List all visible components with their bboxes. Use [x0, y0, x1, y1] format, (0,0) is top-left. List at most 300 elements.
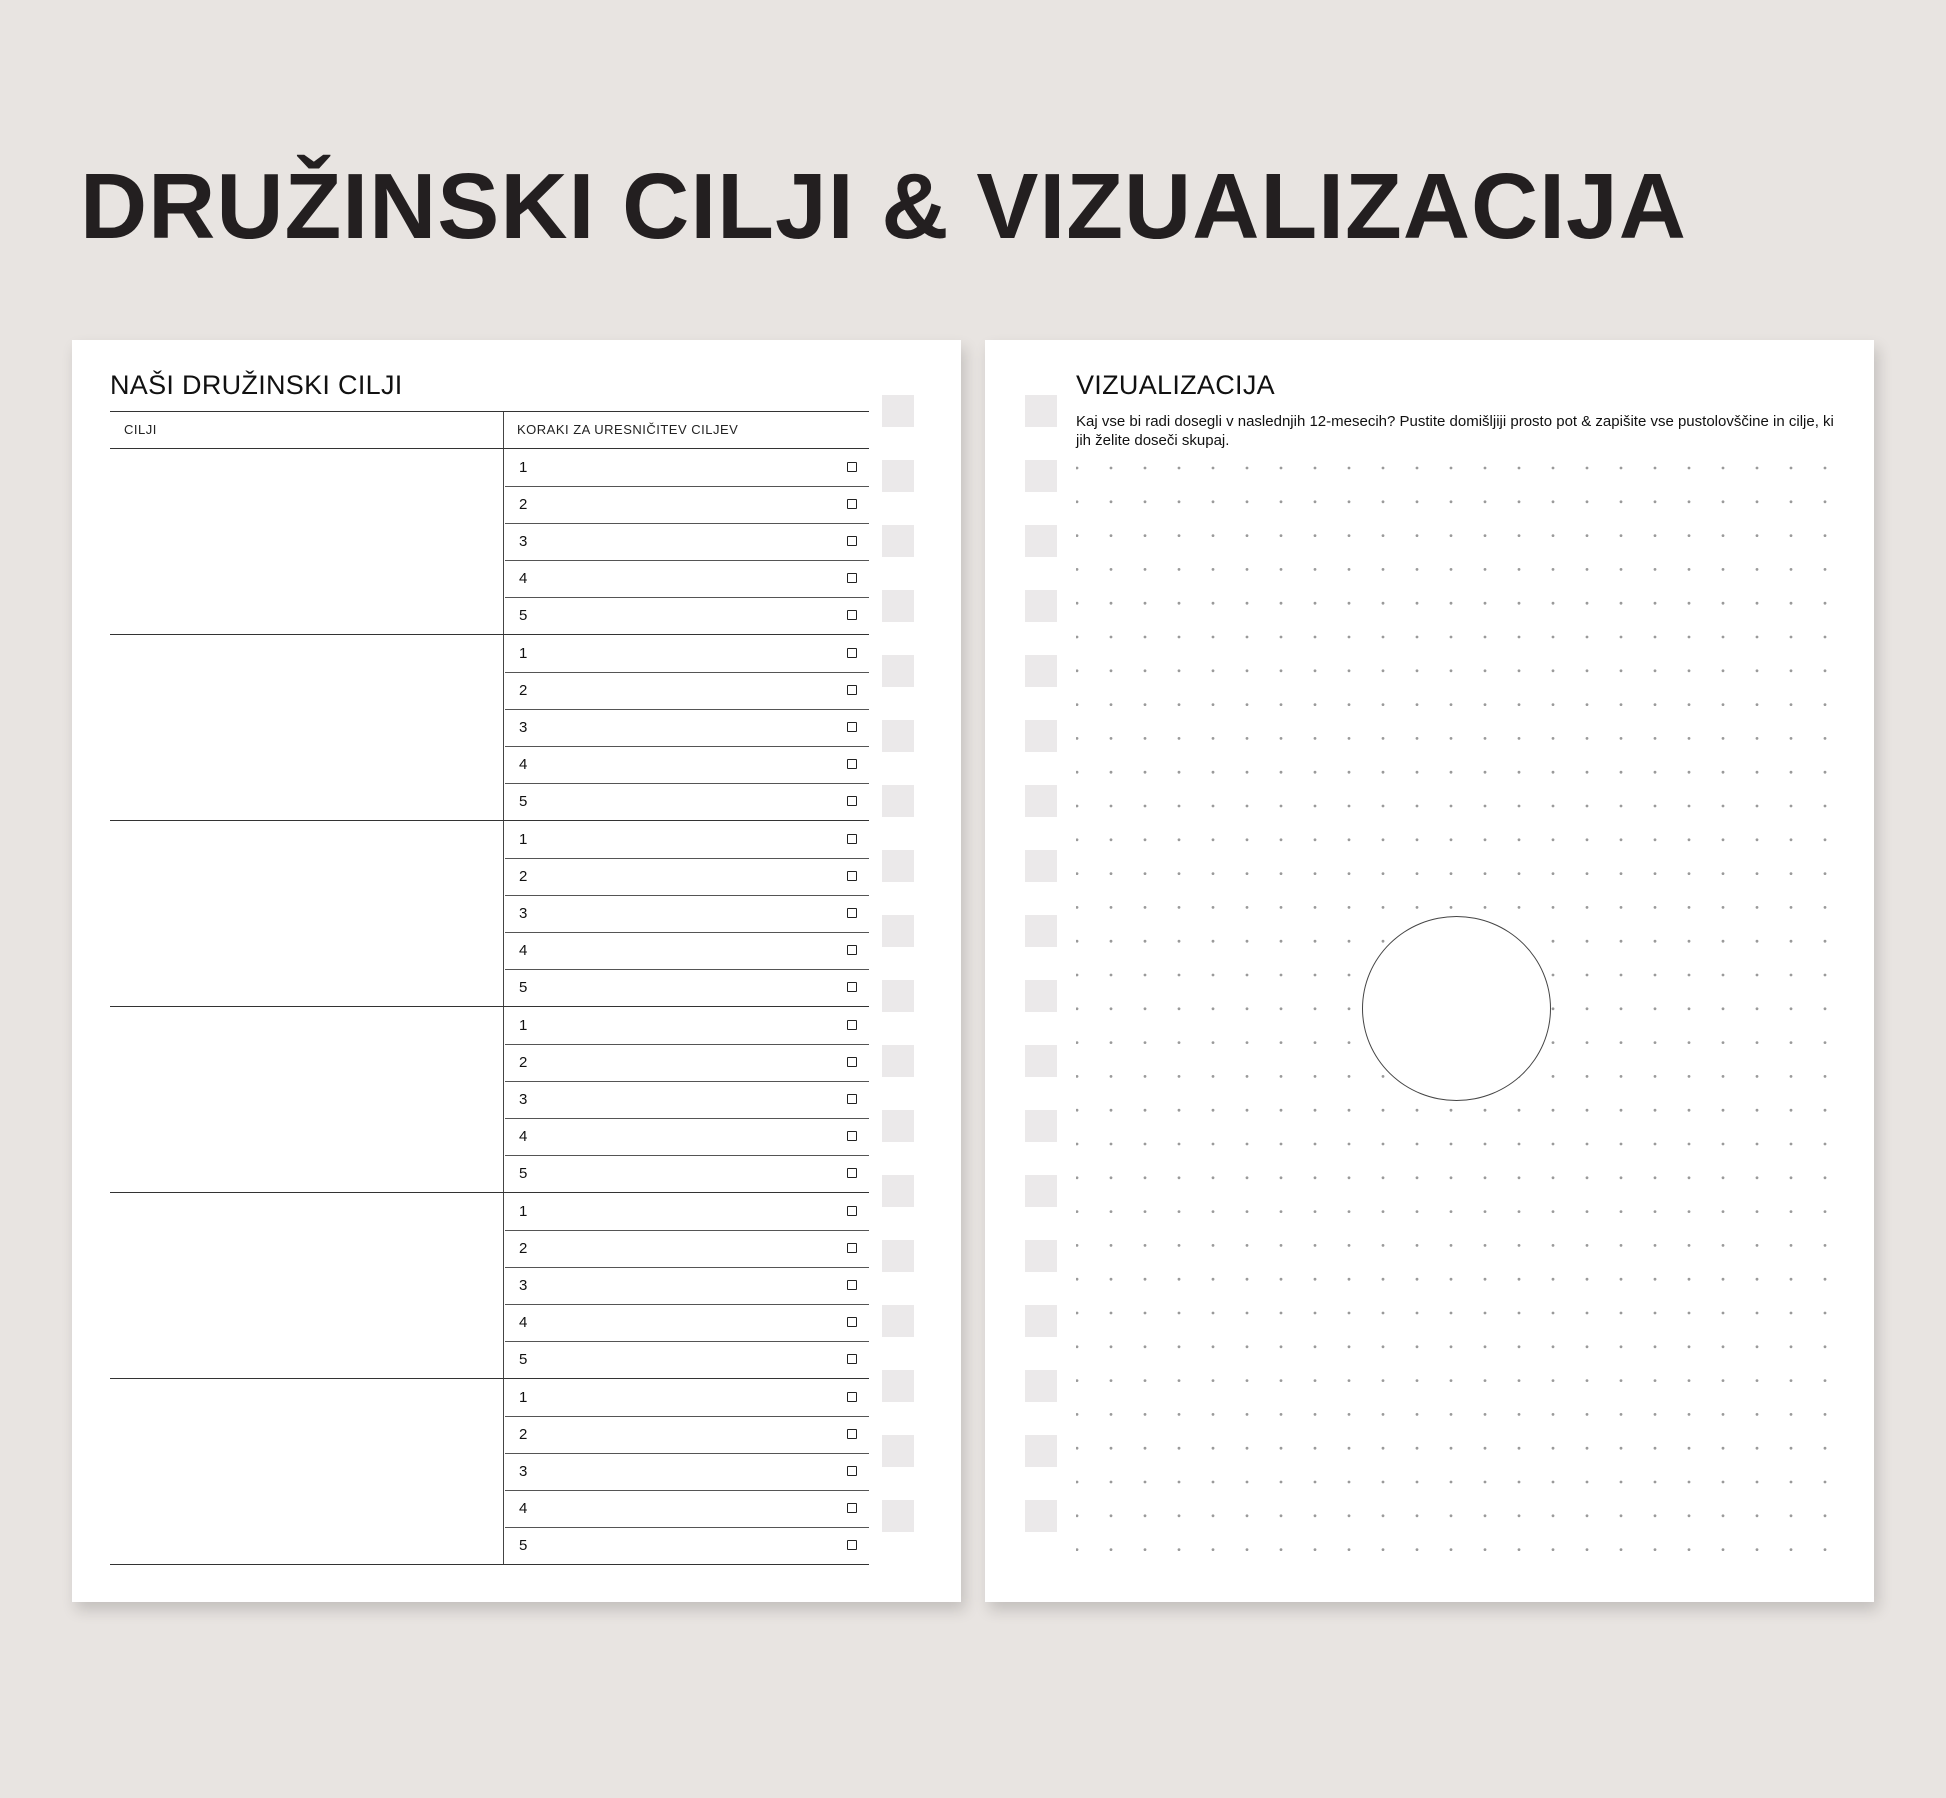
- grid-dot: [1246, 703, 1249, 706]
- step-row: [505, 1416, 869, 1454]
- grid-dot: [1246, 1143, 1249, 1146]
- grid-dot: [1178, 872, 1181, 875]
- grid-dot: [1824, 500, 1827, 503]
- grid-dot: [1348, 1379, 1351, 1382]
- grid-dot: [1246, 568, 1249, 571]
- grid-dot: [1586, 1143, 1589, 1146]
- grid-dot: [1076, 602, 1078, 605]
- grid-dot: [1756, 602, 1759, 605]
- grid-dot: [1348, 1312, 1351, 1315]
- grid-dot: [1518, 500, 1521, 503]
- grid-dot: [1790, 602, 1793, 605]
- page-tab[interactable]: [1025, 1500, 1057, 1532]
- grid-dot: [1314, 602, 1317, 605]
- page-tab[interactable]: [1025, 980, 1057, 1012]
- grid-dot: [1178, 1041, 1181, 1044]
- step-checkbox[interactable]: [847, 871, 857, 881]
- grid-dot: [1790, 906, 1793, 909]
- grid-dot: [1518, 1143, 1521, 1146]
- page-tab[interactable]: [882, 655, 914, 687]
- grid-dot: [1620, 1278, 1623, 1281]
- page-tab[interactable]: [1025, 395, 1057, 427]
- grid-dot: [1620, 467, 1623, 470]
- grid-dot: [1348, 838, 1351, 841]
- grid-dot: [1756, 703, 1759, 706]
- grid-dot: [1348, 568, 1351, 571]
- grid-dot: [1484, 703, 1487, 706]
- step-checkbox[interactable]: [847, 982, 857, 992]
- grid-dot: [1144, 1447, 1147, 1450]
- grid-dot: [1178, 906, 1181, 909]
- grid-dot: [1518, 1413, 1521, 1416]
- grid-dot: [1824, 636, 1827, 639]
- grid-dot: [1416, 1143, 1419, 1146]
- page-tab[interactable]: [1025, 1045, 1057, 1077]
- grid-dot: [1450, 1109, 1453, 1112]
- page-tab[interactable]: [1025, 915, 1057, 947]
- grid-dot: [1280, 1312, 1283, 1315]
- grid-dot: [1654, 1481, 1657, 1484]
- step-checkbox[interactable]: [847, 759, 857, 769]
- grid-dot: [1790, 568, 1793, 571]
- grid-dot: [1756, 1413, 1759, 1416]
- grid-dot: [1076, 1548, 1078, 1551]
- grid-dot: [1144, 771, 1147, 774]
- grid-dot: [1654, 1244, 1657, 1247]
- page-tab[interactable]: [1025, 720, 1057, 752]
- grid-dot: [1110, 737, 1113, 740]
- grid-dot: [1552, 1041, 1555, 1044]
- grid-dot: [1756, 1548, 1759, 1551]
- page-tab[interactable]: [882, 460, 914, 492]
- grid-dot: [1382, 906, 1385, 909]
- grid-dot: [1722, 771, 1725, 774]
- grid-dot: [1110, 1447, 1113, 1450]
- step-number: 3: [519, 533, 528, 550]
- grid-dot: [1144, 1210, 1147, 1213]
- grid-dot: [1518, 1345, 1521, 1348]
- page-tab[interactable]: [882, 1240, 914, 1272]
- step-checkbox[interactable]: [847, 1094, 857, 1104]
- grid-dot: [1552, 1244, 1555, 1247]
- grid-dot: [1110, 1244, 1113, 1247]
- steps-column-label: KORAKI ZA URESNIČITEV CILJEV: [517, 422, 739, 437]
- grid-dot: [1076, 669, 1078, 672]
- step-row: [505, 523, 869, 561]
- grid-dot: [1552, 500, 1555, 503]
- grid-dot: [1382, 1312, 1385, 1315]
- grid-dot: [1280, 906, 1283, 909]
- column-divider: [503, 412, 504, 448]
- grid-dot: [1586, 1345, 1589, 1348]
- grid-dot: [1722, 872, 1725, 875]
- grid-dot: [1110, 1345, 1113, 1348]
- grid-dot: [1450, 872, 1453, 875]
- grid-dot: [1416, 1244, 1419, 1247]
- step-checkbox[interactable]: [847, 1057, 857, 1067]
- page-tab[interactable]: [882, 1175, 914, 1207]
- column-divider: [503, 635, 504, 820]
- grid-dot: [1654, 737, 1657, 740]
- grid-dot: [1212, 1244, 1215, 1247]
- grid-dot: [1518, 703, 1521, 706]
- grid-dot: [1790, 1345, 1793, 1348]
- grid-dot: [1620, 1109, 1623, 1112]
- step-checkbox[interactable]: [847, 945, 857, 955]
- grid-dot: [1722, 838, 1725, 841]
- grid-dot: [1144, 1379, 1147, 1382]
- page-tab[interactable]: [1025, 1110, 1057, 1142]
- grid-dot: [1314, 1447, 1317, 1450]
- grid-dot: [1076, 1210, 1078, 1213]
- grid-dot: [1620, 1413, 1623, 1416]
- grid-dot: [1314, 805, 1317, 808]
- page-tab[interactable]: [1025, 525, 1057, 557]
- grid-dot: [1416, 1278, 1419, 1281]
- grid-dot: [1824, 771, 1827, 774]
- grid-dot: [1824, 1447, 1827, 1450]
- page-tab[interactable]: [1025, 590, 1057, 622]
- grid-dot: [1824, 838, 1827, 841]
- grid-dot: [1314, 974, 1317, 977]
- grid-dot: [1484, 1447, 1487, 1450]
- grid-dot: [1586, 1109, 1589, 1112]
- step-number: 3: [519, 1277, 528, 1294]
- grid-dot: [1586, 1312, 1589, 1315]
- grid-dot: [1076, 1345, 1078, 1348]
- grid-dot: [1484, 1413, 1487, 1416]
- step-checkbox[interactable]: [847, 685, 857, 695]
- grid-dot: [1212, 1514, 1215, 1517]
- grid-dot: [1348, 1143, 1351, 1146]
- step-checkbox[interactable]: [847, 796, 857, 806]
- step-number: 4: [519, 1500, 528, 1517]
- grid-dot: [1654, 771, 1657, 774]
- grid-dot: [1484, 602, 1487, 605]
- grid-dot: [1824, 602, 1827, 605]
- grid-dot: [1586, 805, 1589, 808]
- grid-dot: [1416, 1447, 1419, 1450]
- grid-dot: [1586, 872, 1589, 875]
- grid-dot: [1280, 1244, 1283, 1247]
- grid-dot: [1212, 1176, 1215, 1179]
- grid-dot: [1246, 1041, 1249, 1044]
- grid-dot: [1246, 1379, 1249, 1382]
- grid-dot: [1518, 737, 1521, 740]
- grid-dot: [1756, 534, 1759, 537]
- grid-dot: [1212, 1345, 1215, 1348]
- step-checkbox[interactable]: [847, 834, 857, 844]
- grid-dot: [1280, 805, 1283, 808]
- grid-dot: [1654, 1514, 1657, 1517]
- circle-photo-frame: [1362, 916, 1551, 1101]
- grid-dot: [1416, 1345, 1419, 1348]
- grid-dot: [1790, 1379, 1793, 1382]
- grid-dot: [1144, 1109, 1147, 1112]
- step-row: [505, 1044, 869, 1082]
- grid-dot: [1416, 1514, 1419, 1517]
- grid-dot: [1076, 568, 1078, 571]
- grid-dot: [1688, 940, 1691, 943]
- visualization-page: [985, 340, 1874, 1602]
- grid-dot: [1178, 602, 1181, 605]
- step-checkbox[interactable]: [847, 1206, 857, 1216]
- grid-dot: [1076, 771, 1078, 774]
- grid-dot: [1552, 872, 1555, 875]
- step-checkbox[interactable]: [847, 1020, 857, 1030]
- page-tab[interactable]: [882, 395, 914, 427]
- grid-dot: [1654, 703, 1657, 706]
- page-tab[interactable]: [1025, 1370, 1057, 1402]
- grid-dot: [1654, 467, 1657, 470]
- step-checkbox[interactable]: [847, 648, 857, 658]
- step-checkbox[interactable]: [847, 1168, 857, 1178]
- page-tab[interactable]: [882, 980, 914, 1012]
- step-number: 5: [519, 1351, 528, 1368]
- grid-dot: [1178, 771, 1181, 774]
- step-checkbox[interactable]: [847, 1540, 857, 1550]
- grid-dot: [1314, 1548, 1317, 1551]
- grid-dot: [1518, 771, 1521, 774]
- step-checkbox[interactable]: [847, 573, 857, 583]
- grid-dot: [1110, 940, 1113, 943]
- grid-dot: [1518, 534, 1521, 537]
- grid-dot: [1450, 636, 1453, 639]
- grid-dot: [1722, 636, 1725, 639]
- grid-dot: [1246, 669, 1249, 672]
- grid-dot: [1722, 1041, 1725, 1044]
- grid-dot: [1688, 771, 1691, 774]
- step-number: 1: [519, 1203, 528, 1220]
- step-checkbox[interactable]: [847, 1466, 857, 1476]
- grid-dot: [1314, 1312, 1317, 1315]
- page-tab[interactable]: [882, 720, 914, 752]
- grid-dot: [1280, 703, 1283, 706]
- grid-dot: [1076, 703, 1078, 706]
- grid-dot: [1484, 1379, 1487, 1382]
- grid-dot: [1212, 771, 1215, 774]
- grid-dot: [1110, 703, 1113, 706]
- step-checkbox[interactable]: [847, 1317, 857, 1327]
- step-checkbox[interactable]: [847, 610, 857, 620]
- grid-dot: [1246, 1109, 1249, 1112]
- grid-dot: [1654, 1379, 1657, 1382]
- step-checkbox[interactable]: [847, 499, 857, 509]
- grid-dot: [1552, 940, 1555, 943]
- grid-dot: [1688, 1312, 1691, 1315]
- grid-dot: [1450, 838, 1453, 841]
- grid-dot: [1212, 1447, 1215, 1450]
- grid-dot: [1450, 1312, 1453, 1315]
- grid-dot: [1484, 771, 1487, 774]
- grid-dot: [1246, 534, 1249, 537]
- step-number: 4: [519, 1128, 528, 1145]
- grid-dot: [1212, 974, 1215, 977]
- page-tab[interactable]: [1025, 460, 1057, 492]
- grid-dot: [1450, 906, 1453, 909]
- step-row: [505, 1379, 869, 1417]
- step-checkbox[interactable]: [847, 536, 857, 546]
- grid-dot: [1824, 1109, 1827, 1112]
- grid-dot: [1518, 1481, 1521, 1484]
- page-tab[interactable]: [882, 1305, 914, 1337]
- grid-dot: [1790, 636, 1793, 639]
- grid-dot: [1212, 1210, 1215, 1213]
- grid-dot: [1382, 1143, 1385, 1146]
- grid-dot: [1518, 669, 1521, 672]
- grid-dot: [1382, 838, 1385, 841]
- page-tab[interactable]: [1025, 850, 1057, 882]
- grid-dot: [1280, 974, 1283, 977]
- grid-dot: [1178, 703, 1181, 706]
- page-tab[interactable]: [882, 1110, 914, 1142]
- step-row: [505, 1527, 869, 1564]
- grid-dot: [1824, 1379, 1827, 1382]
- column-divider: [503, 1193, 504, 1378]
- step-checkbox[interactable]: [847, 722, 857, 732]
- page-tab[interactable]: [1025, 655, 1057, 687]
- grid-dot: [1756, 500, 1759, 503]
- grid-dot: [1178, 940, 1181, 943]
- grid-dot: [1144, 1514, 1147, 1517]
- step-checkbox[interactable]: [847, 1429, 857, 1439]
- grid-dot: [1586, 1075, 1589, 1078]
- grid-dot: [1756, 805, 1759, 808]
- grid-dot: [1144, 805, 1147, 808]
- page-tab[interactable]: [1025, 1305, 1057, 1337]
- grid-dot: [1790, 1176, 1793, 1179]
- grid-dot: [1280, 534, 1283, 537]
- grid-dot: [1348, 1413, 1351, 1416]
- page-tab[interactable]: [882, 1500, 914, 1532]
- grid-dot: [1552, 1548, 1555, 1551]
- page-tab[interactable]: [882, 1045, 914, 1077]
- grid-dot: [1416, 636, 1419, 639]
- grid-dot: [1076, 467, 1078, 470]
- page-tab[interactable]: [1025, 1240, 1057, 1272]
- page-tab[interactable]: [1025, 1175, 1057, 1207]
- grid-dot: [1076, 1075, 1078, 1078]
- grid-dot: [1722, 1345, 1725, 1348]
- grid-dot: [1178, 1312, 1181, 1315]
- grid-dot: [1212, 1312, 1215, 1315]
- grid-dot: [1654, 1548, 1657, 1551]
- grid-dot: [1348, 636, 1351, 639]
- grid-dot: [1552, 636, 1555, 639]
- step-checkbox[interactable]: [847, 1280, 857, 1290]
- grid-dot: [1824, 1007, 1827, 1010]
- grid-dot: [1076, 1413, 1078, 1416]
- grid-dot: [1110, 771, 1113, 774]
- grid-dot: [1552, 467, 1555, 470]
- grid-dot: [1620, 1176, 1623, 1179]
- grid-dot: [1416, 872, 1419, 875]
- grid-dot: [1722, 1312, 1725, 1315]
- step-checkbox[interactable]: [847, 462, 857, 472]
- grid-dot: [1178, 534, 1181, 537]
- step-checkbox[interactable]: [847, 1243, 857, 1253]
- grid-dot: [1756, 467, 1759, 470]
- grid-dot: [1484, 1109, 1487, 1112]
- grid-dot: [1722, 467, 1725, 470]
- step-checkbox[interactable]: [847, 908, 857, 918]
- grid-dot: [1756, 636, 1759, 639]
- grid-dot: [1178, 467, 1181, 470]
- grid-dot: [1586, 602, 1589, 605]
- grid-dot: [1178, 1514, 1181, 1517]
- page-tab[interactable]: [882, 1370, 914, 1402]
- grid-dot: [1586, 1379, 1589, 1382]
- step-number: 4: [519, 942, 528, 959]
- grid-dot: [1688, 1244, 1691, 1247]
- grid-dot: [1518, 872, 1521, 875]
- grid-dot: [1586, 906, 1589, 909]
- grid-dot: [1212, 1548, 1215, 1551]
- grid-dot: [1756, 974, 1759, 977]
- step-checkbox[interactable]: [847, 1131, 857, 1141]
- step-checkbox[interactable]: [847, 1392, 857, 1402]
- grid-dot: [1110, 1007, 1113, 1010]
- grid-dot: [1824, 1481, 1827, 1484]
- grid-dot: [1620, 669, 1623, 672]
- grid-dot: [1144, 669, 1147, 672]
- grid-dot: [1348, 1244, 1351, 1247]
- page-tab[interactable]: [882, 1435, 914, 1467]
- step-checkbox[interactable]: [847, 1354, 857, 1364]
- page-tab[interactable]: [1025, 1435, 1057, 1467]
- grid-dot: [1450, 669, 1453, 672]
- grid-dot: [1688, 805, 1691, 808]
- page-tab[interactable]: [1025, 785, 1057, 817]
- page-tab[interactable]: [882, 525, 914, 557]
- grid-dot: [1654, 1447, 1657, 1450]
- page-tab[interactable]: [882, 850, 914, 882]
- grid-dot: [1620, 1007, 1623, 1010]
- grid-dot: [1178, 1075, 1181, 1078]
- grid-dot: [1144, 636, 1147, 639]
- grid-dot: [1144, 1548, 1147, 1551]
- grid-dot: [1688, 1143, 1691, 1146]
- grid-dot: [1416, 1312, 1419, 1315]
- page-tab[interactable]: [882, 915, 914, 947]
- grid-dot: [1382, 1514, 1385, 1517]
- grid-dot: [1416, 1481, 1419, 1484]
- step-row: [505, 597, 869, 634]
- grid-dot: [1076, 1143, 1078, 1146]
- grid-dot: [1280, 1447, 1283, 1450]
- grid-dot: [1552, 1379, 1555, 1382]
- grid-dot: [1348, 534, 1351, 537]
- grid-dot: [1688, 1210, 1691, 1213]
- grid-dot: [1790, 1210, 1793, 1213]
- step-row: [505, 1490, 869, 1528]
- grid-dot: [1688, 534, 1691, 537]
- page-tab[interactable]: [882, 785, 914, 817]
- grid-dot: [1382, 872, 1385, 875]
- grid-dot: [1144, 1312, 1147, 1315]
- grid-dot: [1790, 1075, 1793, 1078]
- grid-dot: [1348, 602, 1351, 605]
- grid-dot: [1824, 805, 1827, 808]
- grid-dot: [1620, 805, 1623, 808]
- page-tab[interactable]: [882, 590, 914, 622]
- grid-dot: [1212, 1278, 1215, 1281]
- step-checkbox[interactable]: [847, 1503, 857, 1513]
- grid-dot: [1144, 1143, 1147, 1146]
- visualization-page-heading: VIZUALIZACIJA: [1076, 370, 1275, 400]
- grid-dot: [1110, 872, 1113, 875]
- grid-dot: [1416, 568, 1419, 571]
